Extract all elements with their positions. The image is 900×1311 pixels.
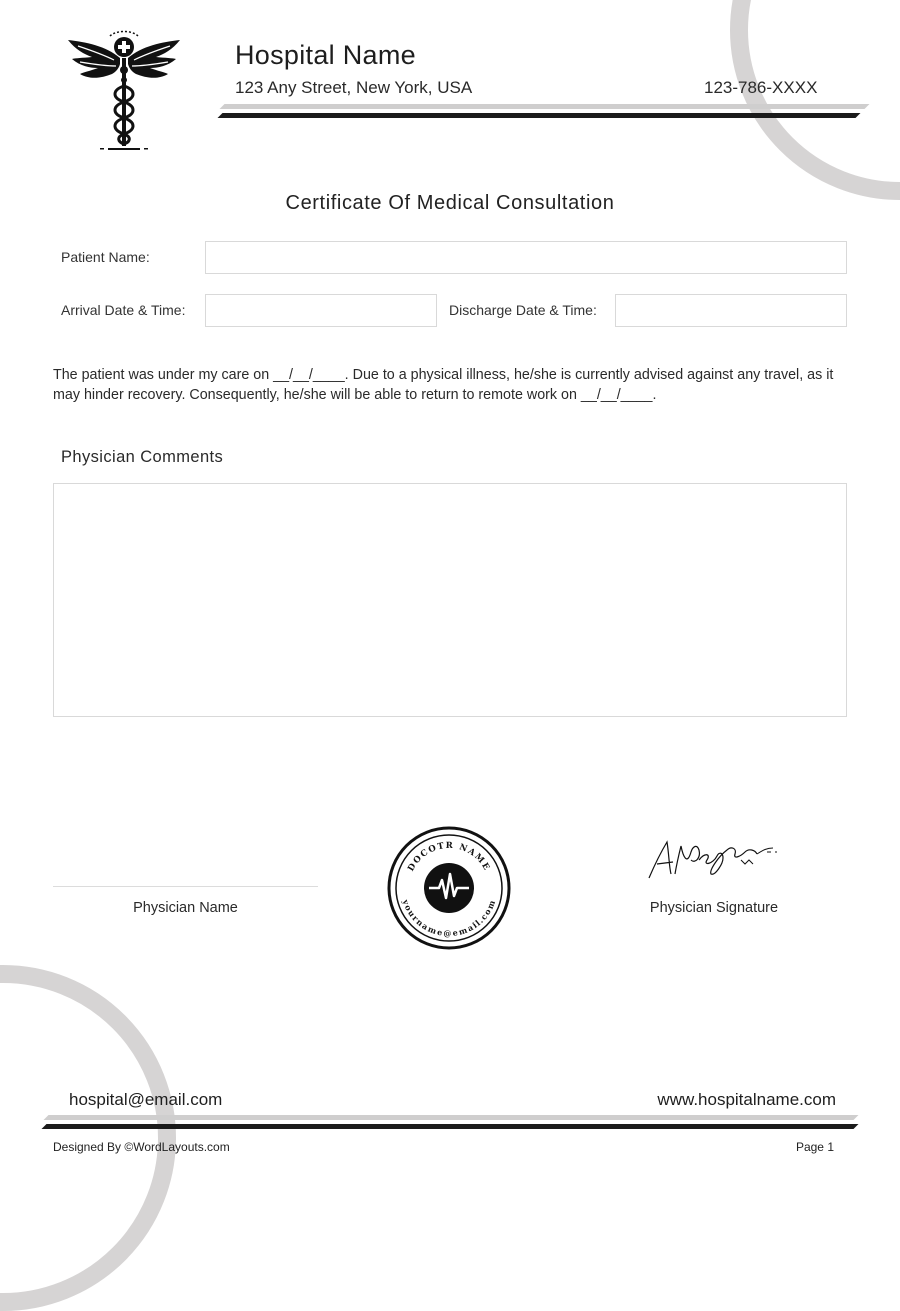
doctor-stamp	[387, 826, 511, 950]
hospital-name: Hospital Name	[235, 40, 416, 70]
arrival-date-label: Arrival Date & Time:	[61, 302, 186, 318]
footer-divider-dark	[42, 1124, 859, 1129]
caduceus-icon	[66, 28, 182, 152]
decorative-ring-bottom	[0, 965, 176, 1311]
physician-name-line	[53, 886, 318, 887]
footer-divider-light	[44, 1115, 859, 1120]
hospital-address: 123 Any Street, New York, USA	[235, 78, 473, 97]
discharge-date-field[interactable]	[615, 294, 847, 327]
page-number: Page 1	[795, 1140, 834, 1154]
signature-image	[645, 834, 785, 884]
physician-comments-label: Physician Comments	[61, 448, 224, 466]
footer-website: www.hospitalname.com	[657, 1090, 836, 1109]
patient-name-field[interactable]	[205, 241, 847, 274]
consultation-statement: The patient was under my care on __/__/____. Due to a physical illness, he/she is currently advised against any travel, as it may hinder recovery. Consequently, he/she will be able to return to remote work on __/__/____.	[53, 367, 834, 403]
physician-comments-field[interactable]	[53, 483, 847, 717]
stamp-bottom-text: yourname@email.com	[400, 898, 498, 939]
physician-signature-label: Physician Signature	[649, 900, 779, 916]
arrival-date-field[interactable]	[205, 294, 437, 327]
patient-name-label: Patient Name:	[61, 249, 150, 265]
hospital-phone: 123-786-XXXX	[704, 78, 818, 97]
footer-email: hospital@email.com	[69, 1090, 223, 1109]
decorative-ring-top	[730, 0, 900, 200]
header-divider-light	[220, 104, 870, 109]
header-divider-dark	[218, 113, 861, 118]
document-title: Certificate Of Medical Consultation	[285, 192, 615, 214]
physician-name-label: Physician Name	[133, 900, 238, 916]
stamp-top-text: DOCOTR NAME	[406, 840, 492, 874]
designed-by-credit: Designed By ©WordLayouts.com	[53, 1140, 230, 1154]
discharge-date-label: Discharge Date & Time:	[449, 302, 597, 318]
